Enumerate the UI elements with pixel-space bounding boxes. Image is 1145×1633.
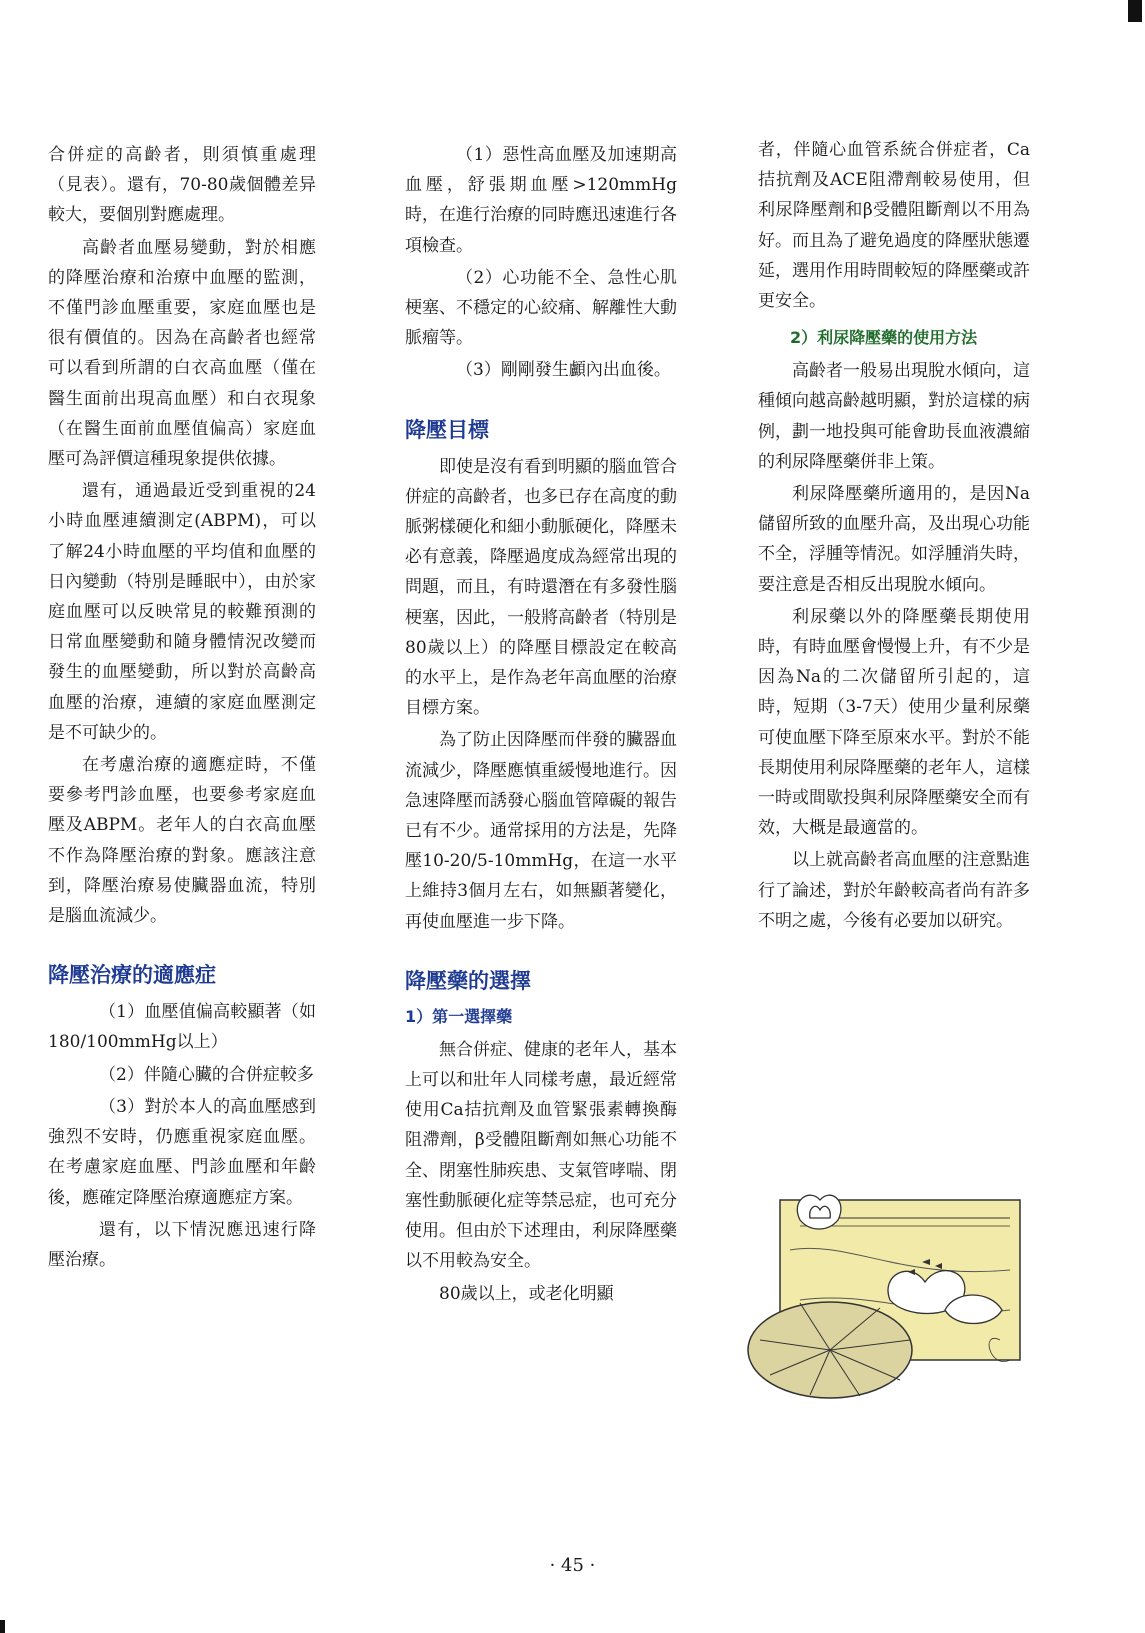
lotus-pond-illustration bbox=[740, 1190, 1030, 1405]
crop-mark-bottom bbox=[0, 1620, 5, 1633]
list-item: （3）對於本人的高血壓感到強烈不安時，仍應重視家庭血壓。在考慮家庭血壓、門診血壓和年齡後，應確定降壓治療適應症方案。 bbox=[48, 1096, 316, 1208]
list-item: （1）惡性高血壓及加速期高血壓，舒張期血壓>120mmHg時，在進行治療的同時應迅速進行各項檢查。 bbox=[405, 145, 677, 256]
column-right bbox=[758, 135, 1030, 938]
list-item: （2）伴隨心臟的合併症較多 bbox=[99, 1064, 314, 1085]
list-item: （2）心功能不全、急性心肌梗塞、不穩定的心絞痛、解離性大動脈瘤等。 bbox=[405, 267, 677, 349]
paragraph: 為了防止因降壓而伴發的臟器血流減少，降壓應慎重緩慢地進行。因急速降壓而誘發心腦血管障礙的報告已有不少。通常採用的方法是，先降壓10-20/5-10mmHg，在這一水平上維持3個月左右，如無顯著變化，再使血壓進一步下降。 bbox=[405, 730, 677, 932]
subheading-diuretic-usage: 2）利尿降壓藥的使用方法 bbox=[790, 328, 978, 348]
paragraph: 無合併症、健康的老年人，基本上可以和壯年人同樣考慮，最近經常使用Ca拮抗劑及血管緊張素轉換酶阻滯劑，β受體阻斷劑如無心功能不全、閉塞性肺疾患、支氣管哮喘、閉塞性動脈硬化症等禁忌症，也可充分使用。但由於下述理由，利尿降壓藥以不用較為安全。 bbox=[405, 1039, 677, 1272]
paragraph: 在考慮治療的適應症時，不僅要參考門診血壓，也要參考家庭血壓及ABPM。老年人的白衣高血壓不作為降壓治療的對象。應該注意到，降壓治療易使臟器血流，特別是腦血流減少。 bbox=[48, 755, 316, 927]
paragraph: 即使是沒有看到明顯的腦血管合併症的高齡者，也多已存在高度的動脈粥樣硬化和細小動脈硬化，降壓未必有意義，降壓過度成為經常出現的問題，而且，有時還潛在有多發性腦梗塞，因此，一般將高齡者（特別是80歲以上）的降壓目標設定在較高的水平上，是作為老年高血壓的治療目標方案。 bbox=[405, 456, 677, 719]
paragraph: 80歲以上，或老化明顯 bbox=[439, 1283, 614, 1304]
column-middle bbox=[405, 140, 677, 1311]
section-heading-drug-choice: 降壓藥的選擇 bbox=[405, 968, 531, 993]
section-heading-target: 降壓目標 bbox=[405, 417, 489, 442]
paragraph: 高齡者血壓易變動，對於相應的降壓治療和治療中血壓的監測，不僅門診血壓重要，家庭血壓也是很有價值的。因為在高齡者也經常可以看到所謂的白衣高血壓（僅在醫生面前出現高血壓）和白衣現象（在醫生面前血壓值偏高）家庭血壓可為評價這種現象提供依據。 bbox=[48, 237, 316, 470]
column-left bbox=[48, 140, 316, 1277]
paragraph: 合併症的高齡者，則須慎重處理（見表）。還有，70-80歲個體差异較大，要個別對應處理。 bbox=[48, 145, 316, 226]
page-number: · 45 · bbox=[549, 1555, 596, 1576]
crop-mark-top bbox=[1128, 0, 1142, 22]
list-item: （3）剛剛發生顱內出血後。 bbox=[456, 360, 671, 381]
paragraph: 利尿降壓藥所適用的，是因Na儲留所致的血壓升高，及出現心功能不全，浮腫等情況。如浮腫消失時，要注意是否相反出現脫水傾向。 bbox=[758, 484, 1030, 595]
paragraph: 者，伴隨心血管系統合併症者，Ca拮抗劑及ACE阻滯劑較易使用，但利尿降壓劑和β受體阻斷劑以不用為好。而且為了避免過度的降壓狀態遷延，選用作用時間較短的降壓藥或許更安全。 bbox=[758, 140, 1030, 312]
paragraph: 利尿藥以外的降壓藥長期使用時，有時血壓會慢慢上升，有不少是因為Na的二次儲留所引起的，這時，短期（3-7天）使用少量利尿藥可使血壓下降至原來水平。對於不能長期使用利尿降壓藥的老年人，這樣一時或間歇投與利尿降壓藥安全而有效，大概是最適當的。 bbox=[758, 606, 1030, 839]
paragraph: 還有，以下情況應迅速行降壓治療。 bbox=[48, 1219, 316, 1270]
paragraph: 高齡者一般易出現脫水傾向，這種傾向越高齡越明顯，對於這樣的病例，劃一地投與可能會助長血液濃縮的利尿降壓藥併非上策。 bbox=[758, 361, 1030, 472]
paragraph: 以上就高齡者高血壓的注意點進行了論述，對於年齡較高者尚有許多不明之處，今後有必要加以研究。 bbox=[758, 850, 1030, 931]
section-heading-indications: 降壓治療的適應症 bbox=[48, 963, 216, 988]
paragraph: 還有，通過最近受到重視的24小時血壓連續測定(ABPM)，可以了解24小時血壓的平均值和血壓的日內變動（特別是睡眠中），由於家庭血壓可以反映常見的較難預測的日常血壓變動和隨身體情況改變而發生的血壓變動，所以對於高齡高血壓的治療，連續的家庭血壓測定是不可缺少的。 bbox=[48, 481, 316, 743]
subheading-first-choice: 1）第一選擇藥 bbox=[405, 1006, 513, 1026]
list-item: （1）血壓值偏高較顯著（如180/100mmHg以上） bbox=[48, 1002, 316, 1053]
